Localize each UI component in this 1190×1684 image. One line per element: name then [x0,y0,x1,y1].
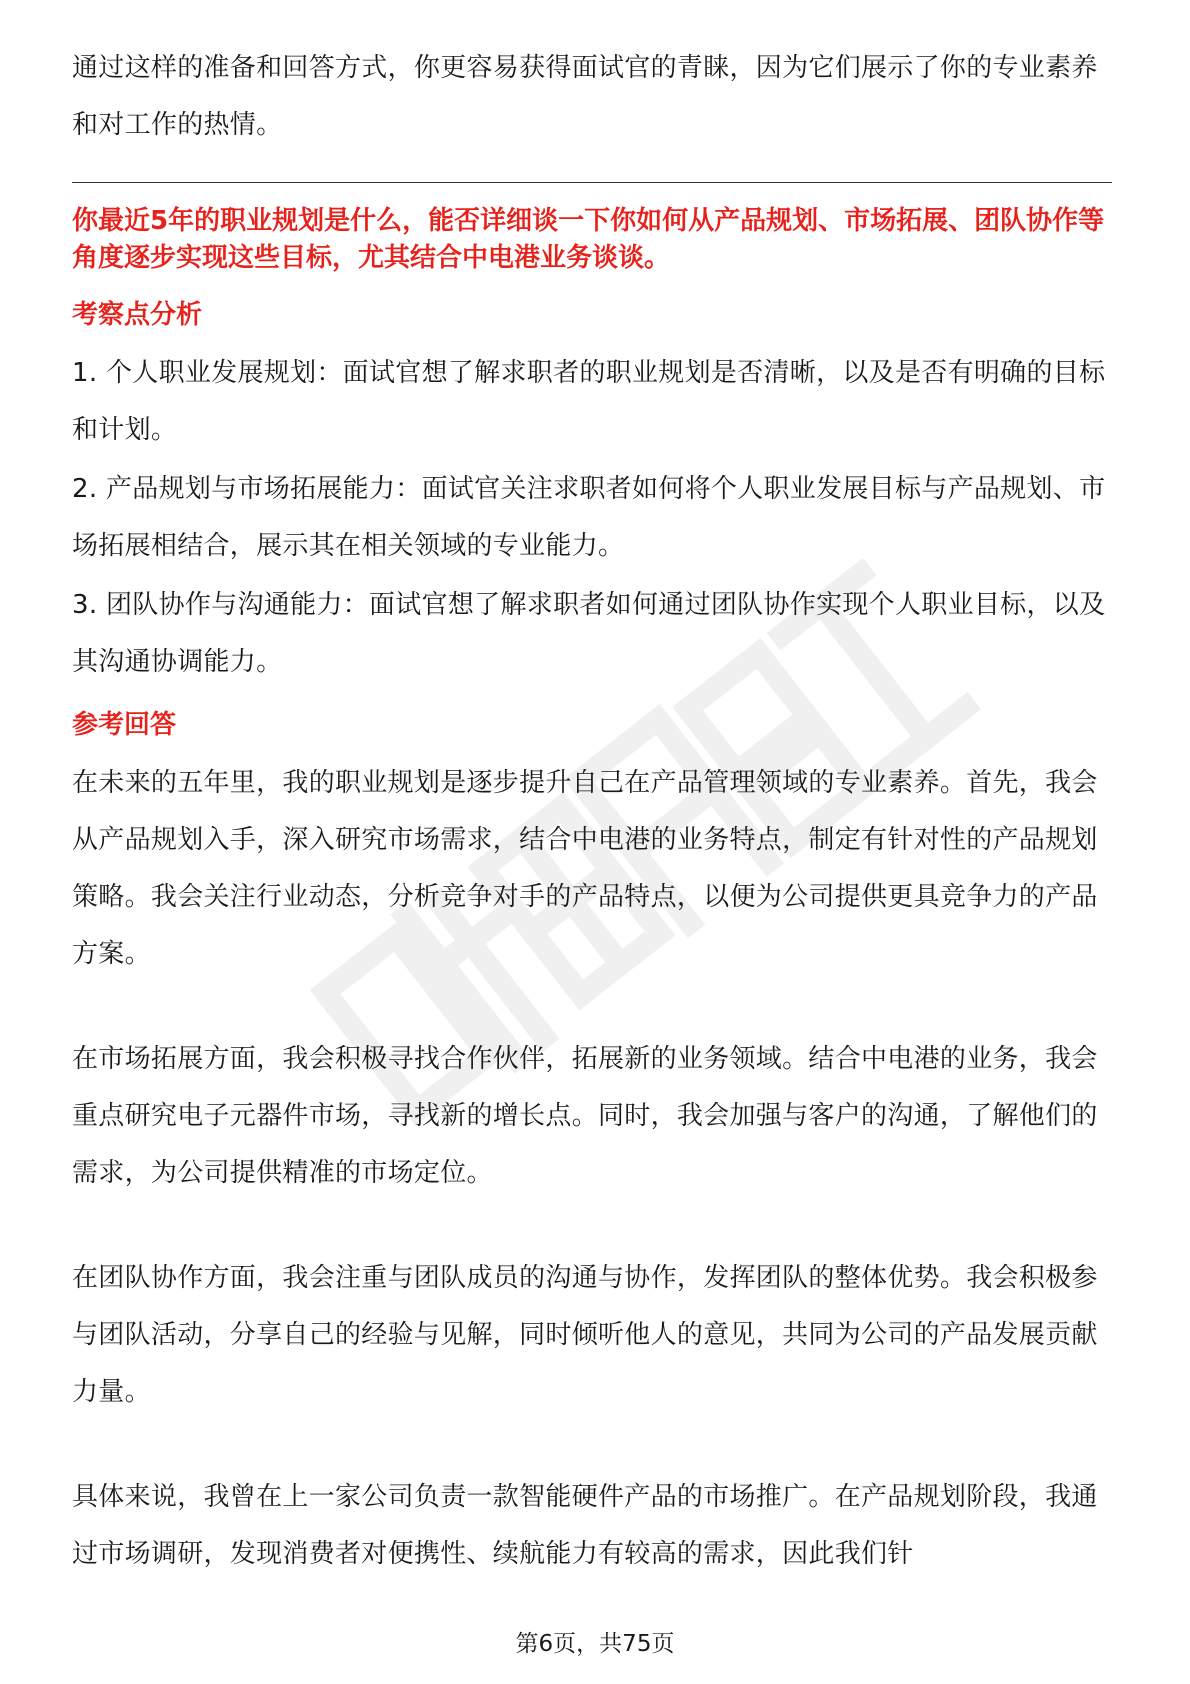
answer-heading: 参考回答 [72,710,177,740]
paragraph-gap [72,1202,1112,1250]
analysis-item-3: 3. 团队协作与沟通能力：面试官想了解求职者如何通过团队协作实现个人职业目标，以及其沟通协调能力。 [72,590,1106,677]
analysis-item-2: 2. 产品规划与市场拓展能力：面试官关注求职者如何将个人职业发展目标与产品规划、市场拓展相结合，展示其在相关领域的专业能力。 [72,474,1106,561]
answer-paragraph-3: 在团队协作方面，我会注重与团队成员的沟通与协作，发挥团队的整体优势。我会积极参与团队活动，分享自己的经验与见解，同时倾听他人的意见，共同为公司的产品发展贡献力量。 [72,1263,1098,1407]
answer-paragraph-1: 在未来的五年里，我的职业规划是逐步提升自己在产品管理领域的专业素养。首先，我会从产品规划入手，深入研究市场需求，结合中电港的业务特点，制定有针对性的产品规划策略。我会关注行业动态，分析竞争对手的产品特点，以便为公司提供更具竞争力的产品方案。 [72,768,1098,969]
paragraph-gap [72,983,1112,1031]
answer-paragraph-2: 在市场拓展方面，我会积极寻找合作伙伴，拓展新的业务领域。结合中电港的业务，我会重点研究电子元器件市场，寻找新的增长点。同时，我会加强与客户的沟通，了解他们的需求，为公司提供精准的市场定位。 [72,1044,1098,1188]
page-footer: 第6页，共75页 [515,1631,675,1657]
paragraph-gap [72,1421,1112,1469]
content [72,40,1112,1583]
divider [72,182,1112,183]
intro-paragraph: 通过这样的准备和回答方式，你更容易获得面试官的青睐，因为它们展示了你的专业素养和对工作的热情。 [72,53,1098,140]
analysis-item-1: 1. 个人职业发展规划：面试官想了解求职者的职业规划是否清晰，以及是否有明确的目标和计划。 [72,358,1106,445]
answer-paragraph-4: 具体来说，我曾在上一家公司负责一款智能硬件产品的市场推广。在产品规划阶段，我通过市场调研，发现消费者对便携性、续航能力有较高的需求，因此我们针 [72,1482,1098,1569]
analysis-heading: 考察点分析 [72,300,203,330]
question-heading: 你最近5年的职业规划是什么，能否详细谈一下你如何从产品规划、市场拓展、团队协作等角度逐步实现这些目标，尤其结合中电港业务谈谈。 [72,206,1105,273]
